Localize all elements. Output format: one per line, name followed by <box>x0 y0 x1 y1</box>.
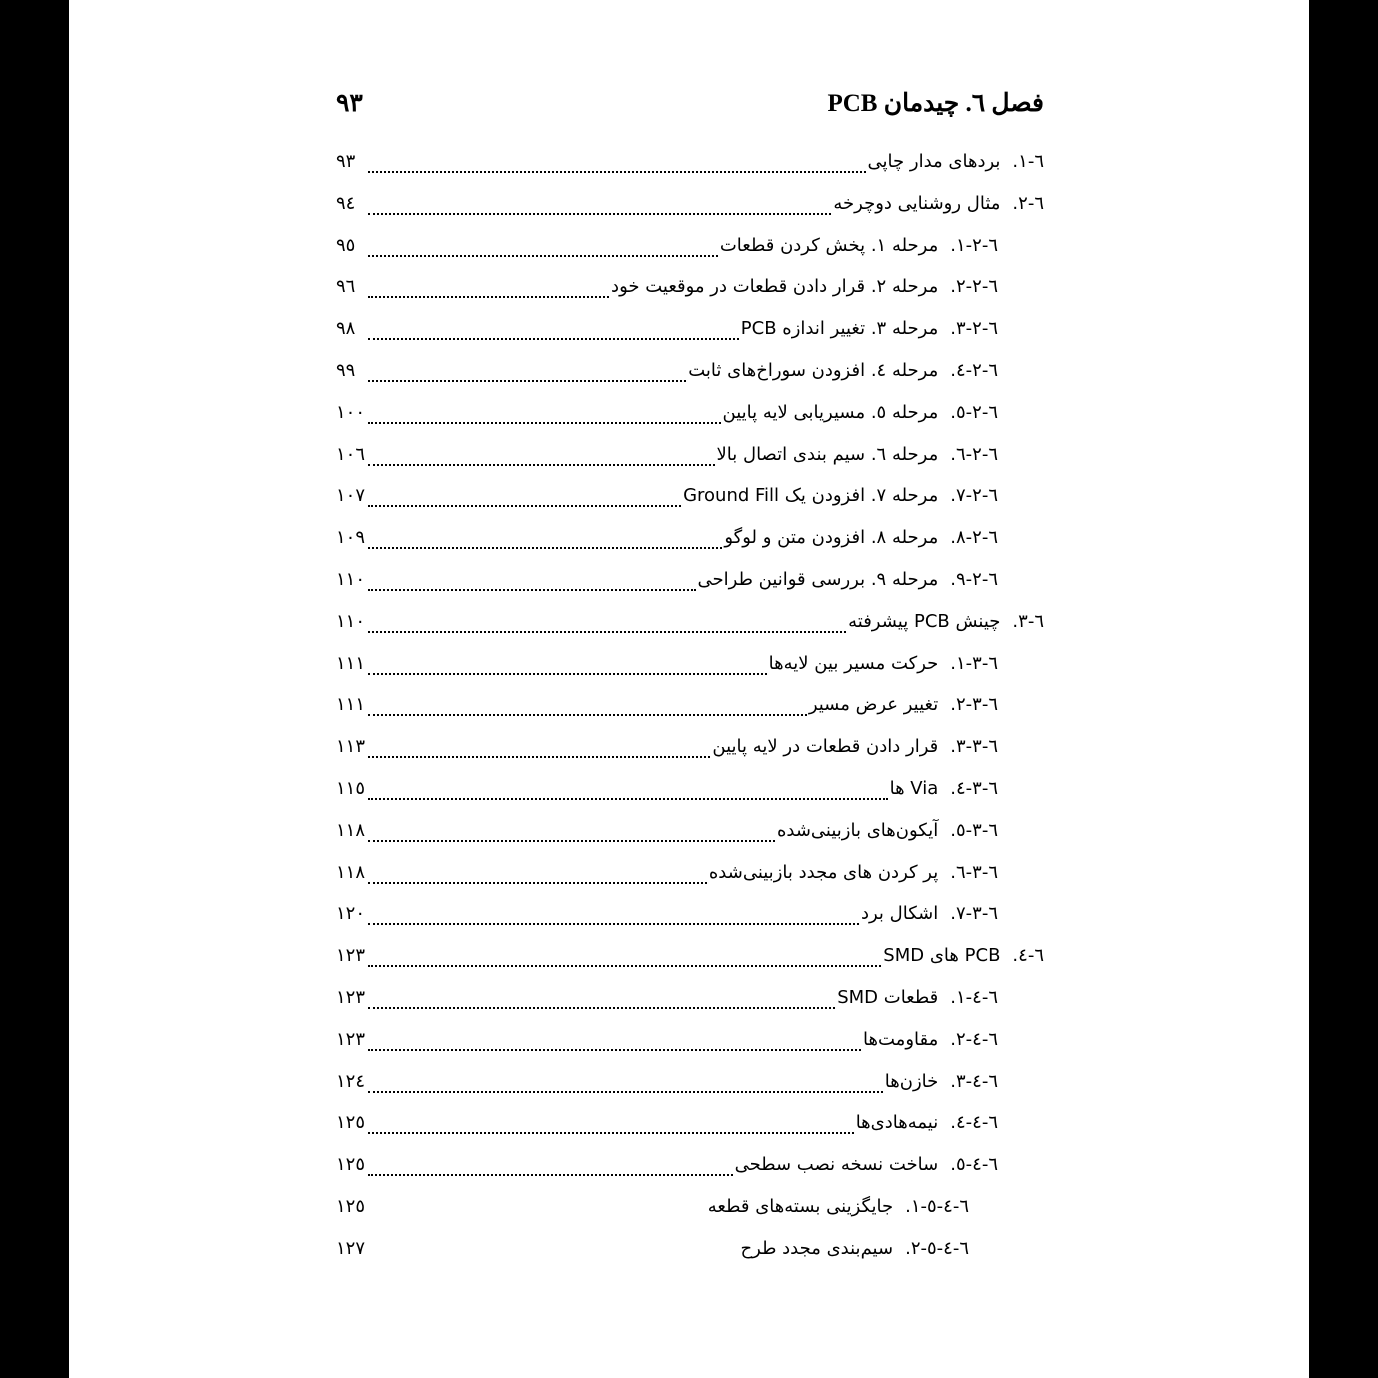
toc-entry-number: ٦-٣-١. <box>950 652 998 674</box>
toc-entry-number: ٦-٢-٤. <box>950 359 998 381</box>
toc-entry-page: ١١٣ <box>336 736 366 758</box>
toc-entry-number: ٦-٤-٤. <box>950 1112 998 1134</box>
toc-entry-title: قطعات SMD <box>837 986 939 1008</box>
toc-entry-page: ٩٣ <box>336 151 356 172</box>
toc-entry-title: مرحله ٧. افزودن یک Ground Fill <box>683 485 939 507</box>
dot-leader <box>368 296 609 298</box>
toc-entry-number: ٦-٢-٢. <box>950 276 998 298</box>
dot-leader <box>368 589 696 591</box>
toc-entry-page: ٩٨ <box>336 318 356 340</box>
chapter-title: فصل ٦. چیدمان PCB <box>827 90 1044 117</box>
dot-leader <box>368 1091 883 1093</box>
toc-entry[interactable] <box>336 1230 1044 1272</box>
dot-leader <box>368 1174 733 1176</box>
toc-entry[interactable] <box>336 854 1044 896</box>
toc-entry-page: ٩٦ <box>336 276 356 298</box>
page-header <box>336 88 1044 128</box>
toc-entry[interactable] <box>336 185 1044 227</box>
toc-entry-number: ٦-٣-٧. <box>950 903 998 925</box>
toc-entry-number: ٦-٢-١. <box>950 234 998 256</box>
toc-entry[interactable] <box>336 1104 1044 1146</box>
toc-entry-number: ٦-١. <box>1012 151 1044 172</box>
dot-leader <box>368 464 715 466</box>
toc-entry-title: مرحله ٣. تغییر اندازه PCB <box>740 318 939 340</box>
dot-leader <box>368 505 681 507</box>
toc-entry-title: اشکال برد <box>860 903 939 925</box>
toc-entry-title: مرحله ٢. قرار دادن قطعات در موقعیت خود <box>611 276 939 298</box>
toc-entry[interactable] <box>336 519 1044 561</box>
dot-leader <box>368 965 881 967</box>
toc-entry-title: ساخت نسخه نصب سطحی <box>734 1154 939 1176</box>
toc-entry-title: خازن‌ها <box>884 1070 939 1092</box>
dot-leader <box>368 422 721 424</box>
dot-leader <box>368 547 722 549</box>
toc-entry-title: مرحله ٤. افزودن سوراخ‌های ثابت <box>688 359 939 381</box>
toc-entry-title: پر کردن های مجدد بازبینی‌شده <box>708 861 939 883</box>
toc-entry-title: تغییر عرض مسیر <box>808 694 939 716</box>
toc-entry-number: ٦-٤-٣. <box>950 1070 998 1092</box>
toc-entry[interactable] <box>336 310 1044 352</box>
toc-entry-page: ١٢٣ <box>336 986 366 1008</box>
toc-entry-number: ٦-٤-١. <box>950 986 998 1008</box>
toc-entry-number: ٦-٣. <box>1012 610 1044 632</box>
dot-leader <box>368 714 807 716</box>
toc-entry-number: ٦-٢. <box>1012 192 1044 214</box>
toc-entry-page: ١١١ <box>336 694 366 716</box>
toc-entry-page: ١٠٦ <box>336 443 366 465</box>
toc-entry-number: ٦-٣-٤. <box>950 777 998 799</box>
toc-entry-title: مرحله ٨. افزودن متن و لوگو <box>724 527 939 549</box>
toc-entry-title: مثال روشنایی دوچرخه <box>833 192 1001 214</box>
dot-leader <box>368 171 866 173</box>
toc-entry[interactable] <box>336 268 1044 310</box>
dot-leader <box>368 1007 835 1009</box>
toc-entry-title: جایگزینی بسته‌های قطعه <box>707 1195 894 1217</box>
dot-leader <box>368 1049 861 1051</box>
toc-entry-page: ١٠٧ <box>336 485 366 507</box>
toc-entry-number: ٦-٤-٥. <box>950 1154 998 1176</box>
toc-entry-page: ١١٨ <box>336 819 366 841</box>
toc-entry[interactable] <box>336 1021 1044 1063</box>
dot-leader <box>368 923 859 925</box>
toc-entry[interactable] <box>336 895 1044 937</box>
toc-entry[interactable] <box>336 143 1044 185</box>
dot-leader <box>368 255 718 257</box>
toc-entry-number: ٦-٤-٥-٢. <box>905 1237 969 1259</box>
toc-entry-title: چینش PCB پیشرفته <box>848 610 1001 632</box>
toc-entry-page: ٩٥ <box>336 234 356 256</box>
toc-entry-page: ٩٤ <box>336 192 356 214</box>
toc-entry-title: حرکت مسیر بین لایه‌ها <box>768 652 939 674</box>
toc-entry[interactable] <box>336 436 1044 478</box>
toc-entry-page: ١٢٣ <box>336 945 366 967</box>
toc-entry-number: ٦-٣-٦. <box>950 861 998 883</box>
toc-entry-page: ١٢٥ <box>336 1154 366 1176</box>
toc-entry[interactable] <box>336 394 1044 436</box>
dot-leader <box>368 673 767 675</box>
toc-entry-page: ١١٠ <box>336 610 366 632</box>
toc-entry-number: ٦-٢-٦. <box>950 443 998 465</box>
toc-entry[interactable] <box>336 770 1044 812</box>
toc-entry-number: ٦-٤-٥-١. <box>905 1195 969 1217</box>
toc-entry-number: ٦-٣-٢. <box>950 694 998 716</box>
toc-entry-title: قرار دادن قطعات در لایه پایین <box>712 736 939 758</box>
toc-entry-page: ١١٥ <box>336 777 366 799</box>
toc-entry[interactable] <box>336 937 1044 979</box>
toc-entry[interactable] <box>336 1146 1044 1188</box>
toc-entry-number: ٦-٣-٣. <box>950 736 998 758</box>
toc-entry-page: ١١٨ <box>336 861 366 883</box>
toc-entry-number: ٦-٢-٣. <box>950 318 998 340</box>
dot-leader <box>368 840 775 842</box>
toc-entry-number: ٦-٣-٥. <box>950 819 998 841</box>
toc-entry-page: ١١٠ <box>336 568 366 590</box>
toc-entry-page: ١٢٤ <box>336 1070 366 1092</box>
toc-entry-title: PCB های SMD <box>883 945 1001 967</box>
table-of-contents <box>336 143 1044 1272</box>
toc-entry-number: ٦-٢-٥. <box>950 401 998 423</box>
dot-leader <box>368 798 888 800</box>
dot-leader <box>368 882 707 884</box>
toc-entry-page: ١٢٥ <box>336 1195 366 1217</box>
toc-entry-title: Via ها <box>889 777 939 799</box>
toc-entry-title: سیم‌بندی مجدد طرح <box>740 1237 894 1259</box>
toc-entry-title: مقاومت‌ها <box>863 1028 939 1050</box>
toc-entry[interactable] <box>336 686 1044 728</box>
toc-entry-number: ٦-٢-٩. <box>950 568 998 590</box>
toc-entry-page: ١٢٥ <box>336 1112 366 1134</box>
toc-entry-title: مرحله ٩. بررسی قوانین طراحی <box>697 568 939 590</box>
toc-entry[interactable] <box>336 352 1044 394</box>
toc-entry-number: ٦-٢-٨. <box>950 527 998 549</box>
document-page <box>69 0 1309 1378</box>
toc-entry-page: ١٠٠ <box>336 401 366 423</box>
toc-entry-number: ٦-٢-٧. <box>950 485 998 507</box>
toc-entry-title: مرحله ٦. سیم بندی اتصال بالا <box>716 443 939 465</box>
toc-entry-title: مرحله ١. پخش کردن قطعات <box>719 234 939 256</box>
toc-entry-number: ٦-٤-٢. <box>950 1028 998 1050</box>
toc-entry[interactable] <box>336 561 1044 603</box>
toc-entry-page: ١٢٧ <box>336 1237 366 1259</box>
dot-leader <box>368 631 846 633</box>
toc-entry-page: ٩٩ <box>336 359 356 381</box>
dot-leader <box>368 1132 854 1134</box>
dot-leader <box>368 338 739 340</box>
dot-leader <box>368 213 831 215</box>
toc-entry-title: مرحله ٥. مسیریابی لایه پایین <box>722 401 939 423</box>
toc-entry[interactable] <box>336 227 1044 269</box>
dot-leader <box>368 380 686 382</box>
toc-entry[interactable] <box>336 979 1044 1021</box>
toc-entry[interactable] <box>336 728 1044 770</box>
toc-entry-page: ١١١ <box>336 652 366 674</box>
header-page-number: ٩٣ <box>336 90 363 117</box>
toc-entry[interactable] <box>336 477 1044 519</box>
toc-entry[interactable] <box>336 1188 1044 1230</box>
toc-entry-title: آیکون‌های بازبینی‌شده <box>776 819 939 841</box>
toc-entry[interactable] <box>336 645 1044 687</box>
toc-entry-number: ٦-٤. <box>1012 945 1044 967</box>
dot-leader <box>368 756 710 758</box>
toc-entry-page: ١٢٣ <box>336 1028 366 1050</box>
toc-entry[interactable] <box>336 603 1044 645</box>
toc-entry[interactable] <box>336 1063 1044 1105</box>
toc-entry-page: ١٠٩ <box>336 527 366 549</box>
toc-entry-title: نیمه‌هادی‌ها <box>855 1112 939 1134</box>
toc-entry-title: بردهای مدار چاپی <box>867 151 1001 172</box>
toc-entry[interactable] <box>336 812 1044 854</box>
toc-entry-page: ١٢٠ <box>336 903 366 925</box>
